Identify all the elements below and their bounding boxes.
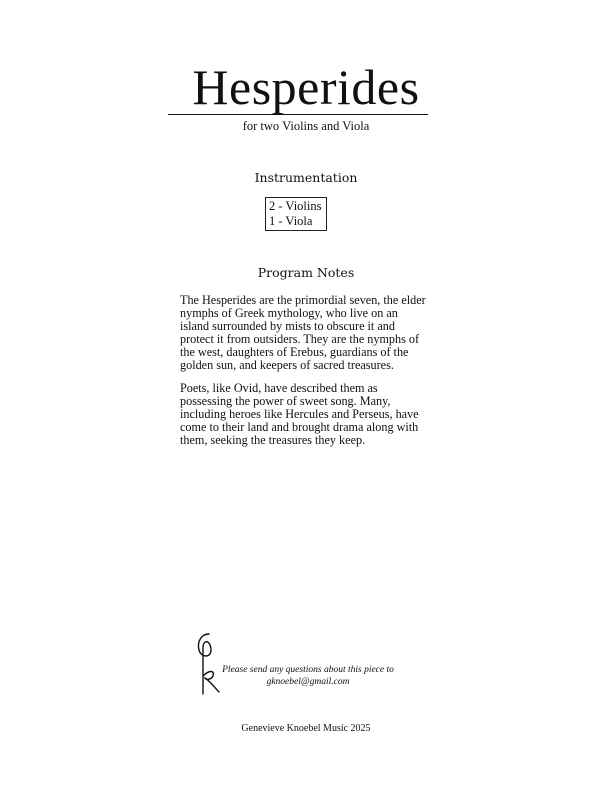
instrumentation-heading: Instrumentation	[254, 170, 358, 185]
footer-copyright: Genevieve Knoebel Music 2025	[241, 723, 371, 734]
contact-email[interactable]: gknoebel@gmail.com	[266, 677, 350, 687]
instrumentation-list	[265, 197, 327, 231]
contact-text: Please send any questions about this piece to	[222, 665, 394, 675]
program-notes-heading: Program Notes	[257, 265, 355, 280]
piece-subtitle: for two Violins and Viola	[242, 119, 370, 133]
program-notes-paragraph: The Hesperides are the primordial seven, the elder nymphs of Greek mythology, who live on an island surrounded by mists to obscure it and protect it from outsiders. They are the nymphs of the west, daughters of Erebus, guardians of the golden sun, and keepers of sacred treasures.	[180, 293, 426, 372]
instrumentation-item: 2 - Violins	[269, 199, 322, 213]
contact-note	[220, 664, 396, 688]
program-notes-body	[180, 294, 430, 457]
instrumentation-item: 1 - Viola	[269, 214, 313, 228]
program-notes-paragraph: Poets, like Ovid, have described them as possessing the power of sweet song. Many, including heroes like Hercules and Perseus, have come to their land and brought drama along with them, seeking the treasures they keep.	[180, 381, 419, 447]
title-underline	[168, 114, 428, 115]
piece-title: Hesperides	[192, 59, 420, 115]
